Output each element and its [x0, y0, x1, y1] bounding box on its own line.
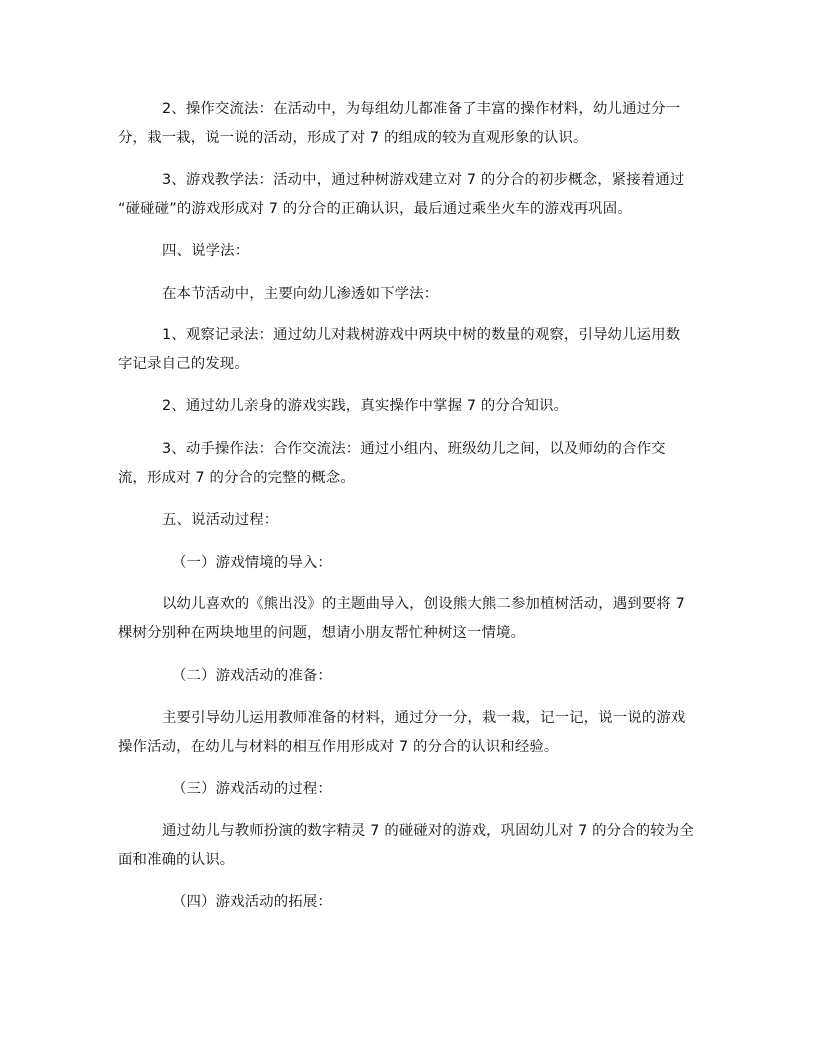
text-line: 2、操作交流法：在活动中，为每组幼儿都准备了丰富的操作材料，幼儿通过分一	[162, 101, 681, 117]
paragraph-operation-exchange-method	[118, 95, 700, 153]
subheading-game-preparation	[118, 662, 700, 691]
subheading-text: （二）游戏活动的准备：	[172, 668, 332, 684]
text-line: 分，栽一栽，说一说的活动，形成了对 7 的组成的较为直观形象的认识。	[118, 130, 588, 146]
subheading-text: （四）游戏活动的拓展：	[172, 894, 332, 910]
paragraph-preparation-description	[118, 704, 700, 762]
paragraph-observation-recording-method	[118, 321, 700, 379]
text-line: 以幼儿喜欢的《熊出没》的主题曲导入，创设熊大熊二参加植树活动，遇到要将 7	[162, 596, 685, 612]
text-line: 棵树分别种在两块地里的问题，想请小朋友帮忙种树这一情境。	[118, 625, 526, 641]
subheading-text: （三）游戏活动的过程：	[172, 781, 332, 797]
paragraph-learning-intro	[118, 280, 700, 309]
text-line: 面和准确的认识。	[118, 852, 235, 868]
paragraph-process-description	[118, 817, 700, 875]
text-line: 3、动手操作法：合作交流法：通过小组内、班级幼儿之间，以及师幼的合作交	[162, 441, 666, 457]
section-heading-learning-methods	[118, 237, 700, 266]
paragraph-game-teaching-method	[118, 166, 700, 224]
subheading-game-process	[118, 775, 700, 804]
section-heading-activity-process	[118, 506, 700, 535]
text-line: 3、游戏教学法：活动中，通过种树游戏建立对 7 的分合的初步概念，紧接着通过	[162, 172, 685, 188]
paragraph-practice-method	[118, 392, 700, 421]
text-line: 流，形成对 7 的分合的完整的概念。	[118, 470, 355, 486]
heading-text: 五、说活动过程：	[162, 512, 279, 528]
paragraph-hands-on-method	[118, 435, 700, 493]
text-line: 操作活动，在幼儿与材料的相互作用形成对 7 的分合的认识和经验。	[118, 739, 559, 755]
text-line: “碰碰碰”的游戏形成对 7 的分合的正确认识，最后通过乘坐火车的游戏再巩固。	[118, 201, 632, 217]
text-line: 在本节活动中，主要向幼儿渗透如下学法：	[162, 286, 439, 302]
text-line: 通过幼儿与教师扮演的数字精灵 7 的碰碰对的游戏，巩固幼儿对 7 的分合的较为全	[162, 823, 694, 839]
text-line: 2、通过幼儿亲身的游戏实践，真实操作中掌握 7 的分合知识。	[162, 398, 569, 414]
heading-text: 四、说学法：	[162, 243, 250, 259]
paragraph-scenario-description	[118, 590, 700, 648]
text-line: 字记录自己的发现。	[118, 356, 249, 372]
text-line: 主要引导幼儿运用教师准备的材料，通过分一分，栽一栽，记一记，说一说的游戏	[162, 710, 686, 726]
text-line: 1、观察记录法：通过幼儿对栽树游戏中两块中树的数量的观察，引导幼儿运用数	[162, 327, 681, 343]
subheading-text: （一）游戏情境的导入：	[172, 555, 332, 571]
subheading-game-extension	[118, 888, 700, 917]
subheading-game-scenario-intro	[118, 549, 700, 578]
